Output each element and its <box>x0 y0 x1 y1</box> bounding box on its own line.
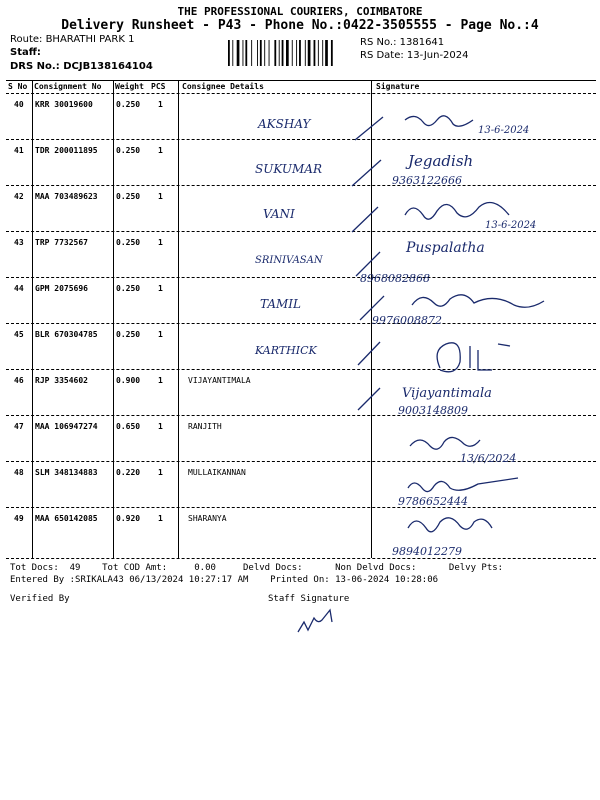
cell-consignment: TDR 200011895 <box>35 146 98 155</box>
totals-line: Tot Docs: 49 Tot COD Amt: 0.00 Delvd Docs: Non Delvd Docs: Delvy Pts: <box>10 563 504 573</box>
cell-pcs: 1 <box>158 330 163 339</box>
company-name: THE PROFESSIONAL COURIERS, COIMBATORE <box>177 5 423 18</box>
handwritten-note: 13-6-2024 <box>485 220 537 231</box>
cell-consignment: GPM 2075696 <box>35 284 88 293</box>
cell-consignment: MAA 650142085 <box>35 514 98 523</box>
cell-consignment: RJP 3354602 <box>35 376 88 385</box>
cell-sno: 44 <box>14 284 24 293</box>
handwritten-note: 9786652444 <box>398 495 468 508</box>
header-signature: Signature <box>376 82 420 91</box>
handwritten-note: Vijayantimala <box>402 386 492 401</box>
cell-consignee: MULLAIKANNAN <box>188 468 246 477</box>
cell-weight: 0.250 <box>116 100 141 109</box>
cell-pcs: 1 <box>158 422 163 431</box>
handwritten-name: TAMIL <box>260 297 302 311</box>
cell-consignment: BLR 670304785 <box>35 330 98 339</box>
header-consignment: Consignment No <box>34 82 102 91</box>
cell-sno: 40 <box>14 100 24 109</box>
cell-consignment: MAA 703489623 <box>35 192 98 201</box>
rs-number: RS No.: 1381641 <box>360 37 445 48</box>
cell-pcs: 1 <box>158 468 163 477</box>
cell-consignee: VIJAYANTIMALA <box>188 376 251 385</box>
cell-pcs: 1 <box>158 192 163 201</box>
cell-weight: 0.250 <box>116 238 141 247</box>
cell-weight: 0.250 <box>116 146 141 155</box>
drs-number: DRS No.: DCJB138164104 <box>10 61 153 72</box>
handwritten-note: 13-6-2024 <box>478 125 530 136</box>
header-sno: S No <box>8 82 28 91</box>
runsheet-title: Delivery Runsheet - P43 - Phone No.:0422-3505555 - Page No.:4 <box>61 18 539 33</box>
cell-weight: 0.650 <box>116 422 141 431</box>
entered-by-line: Entered By :SRIKALA43 06/13/2024 10:27:17 AM Printed On: 13-06-2024 10:28:06 <box>10 575 439 585</box>
cell-pcs: 1 <box>158 146 163 155</box>
handwritten-note: 9003148809 <box>398 404 468 417</box>
cell-pcs: 1 <box>158 100 163 109</box>
cell-sno: 49 <box>14 514 24 523</box>
verified-by-label: Verified By <box>10 594 70 604</box>
header-consignee: Consignee Details <box>182 82 264 91</box>
cell-weight: 0.920 <box>116 514 141 523</box>
cell-consignment: TRP 7732567 <box>35 238 88 247</box>
cell-sno: 47 <box>14 422 24 431</box>
cell-sno: 42 <box>14 192 24 201</box>
cell-pcs: 1 <box>158 376 163 385</box>
header-pcs: PCS <box>151 82 166 91</box>
cell-consignment: KRR 30019600 <box>35 100 93 109</box>
cell-weight: 0.250 <box>116 330 141 339</box>
staff-signature-label: Staff Signature <box>268 594 350 604</box>
handwritten-note: 13/6/2024 <box>460 452 517 465</box>
cell-consignee: RANJITH <box>188 422 222 431</box>
route-label: Route: BHARATHI PARK 1 <box>10 34 135 45</box>
handwritten-note: 9894012279 <box>392 545 462 558</box>
cell-pcs: 1 <box>158 284 163 293</box>
cell-sno: 46 <box>14 376 24 385</box>
cell-weight: 0.250 <box>116 192 141 201</box>
cell-pcs: 1 <box>158 514 163 523</box>
cell-sno: 41 <box>14 146 24 155</box>
handwritten-name: AKSHAY <box>258 117 311 131</box>
staff-label: Staff: <box>10 47 41 58</box>
handwritten-note: 9363122666 <box>392 174 462 187</box>
table-bottom-border <box>6 558 596 559</box>
rs-date: RS Date: 13-Jun-2024 <box>360 50 469 61</box>
cell-weight: 0.220 <box>116 468 141 477</box>
cell-consignment: SLM 348134883 <box>35 468 98 477</box>
handwritten-name: KARTHICK <box>255 344 317 357</box>
handwritten-note: Jegadish <box>408 152 474 170</box>
handwritten-note: 9976008872 <box>372 314 442 327</box>
cell-sno: 48 <box>14 468 24 477</box>
cell-sno: 45 <box>14 330 24 339</box>
cell-consignment: MAA 106947274 <box>35 422 98 431</box>
handwritten-name: SRINIVASAN <box>255 255 323 266</box>
handwritten-name: SUKUMAR <box>255 162 322 176</box>
header-weight: Weight <box>115 82 144 91</box>
cell-pcs: 1 <box>158 238 163 247</box>
handwritten-name: VANI <box>263 207 295 221</box>
cell-weight: 0.900 <box>116 376 141 385</box>
handwritten-note: Puspalatha <box>406 240 485 256</box>
cell-consignee: SHARANYA <box>188 514 227 523</box>
cell-weight: 0.250 <box>116 284 141 293</box>
handwritten-note: 8968082868 <box>360 272 430 285</box>
cell-sno: 43 <box>14 238 24 247</box>
